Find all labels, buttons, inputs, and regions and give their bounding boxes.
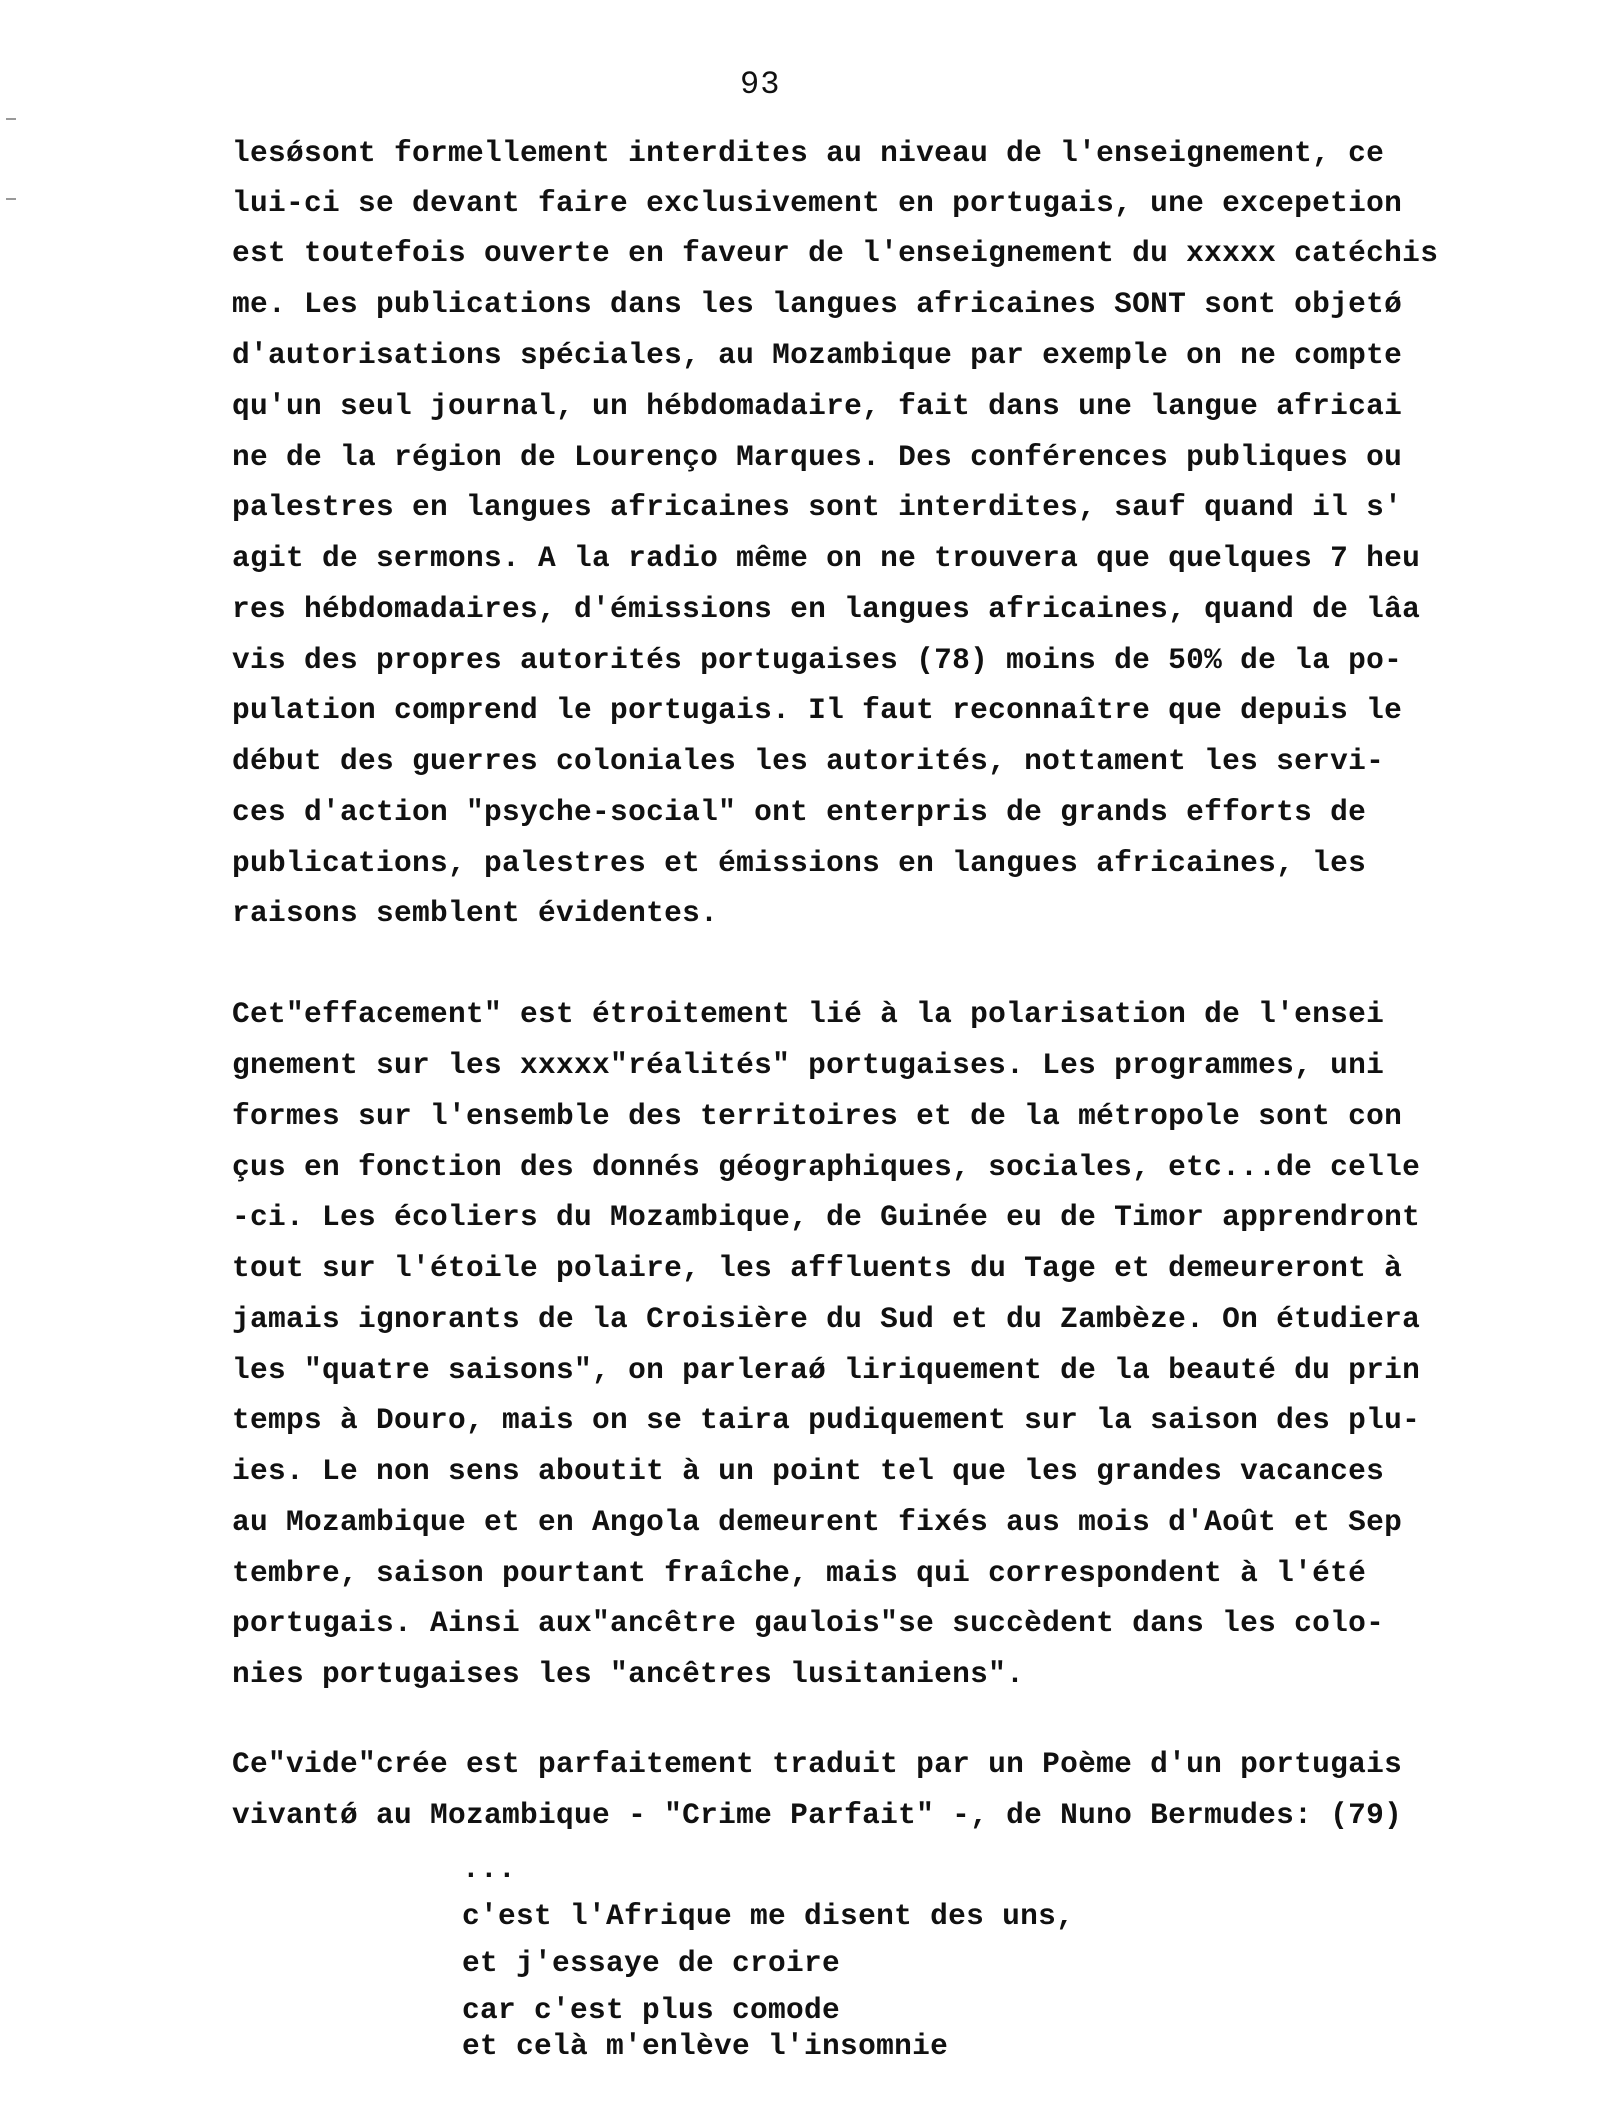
text-line: gnement sur les xxxxx"réalités" portugaises. Les programmes, uni [232, 1048, 1385, 1082]
text-line: nies portugaises les "ancêtres lusitaniens". [232, 1657, 1025, 1691]
text-line: d'autorisations spéciales, au Mozambique par exemple on ne compte [232, 338, 1403, 372]
text-line: au Mozambique et en Angola demeurent fixés aus mois d'Août et Sep [232, 1505, 1403, 1539]
text-line: Ce"vide"crée est parfaitement traduit par un Poème d'un portugais [232, 1747, 1403, 1781]
text-line: agit de sermons. A la radio même on ne trouvera que quelques 7 heu [232, 541, 1421, 575]
page-number: 93 [740, 66, 781, 103]
text-line: temps à Douro, mais on se taira pudiquement sur la saison des plu- [232, 1403, 1421, 1437]
text-line: pulation comprend le portugais. Il faut reconnaître que depuis le [232, 693, 1403, 727]
text-line: portugais. Ainsi aux"ancêtre gaulois"se succèdent dans les colo- [232, 1606, 1385, 1640]
text-line: me. Les publications dans les langues africaines SONT sont objetǿ [232, 287, 1403, 321]
text-line: ces d'action "psyche-social" ont enterpris de grands efforts de [232, 795, 1367, 829]
margin-mark [6, 118, 16, 120]
poem-line: car c'est plus comode [462, 1993, 841, 2027]
margin-mark [6, 198, 16, 200]
poem-line: c'est l'Afrique me disent des uns, [462, 1899, 1075, 1933]
text-line: palestres en langues africaines sont interdites, sauf quand il s' [232, 490, 1403, 524]
text-line: début des guerres coloniales les autorités, nottament les servi- [232, 744, 1385, 778]
text-line: -ci. Les écoliers du Mozambique, de Guinée eu de Timor apprendront [232, 1200, 1421, 1234]
text-line: tout sur l'étoile polaire, les affluents du Tage et demeureront à [232, 1251, 1403, 1285]
text-line: est toutefois ouverte en faveur de l'enseignement du xxxxx catéchis [232, 236, 1439, 270]
poem-line: ... [462, 1852, 517, 1886]
text-line: qu'un seul journal, un hébdomadaire, fait dans une langue africai [232, 389, 1403, 423]
text-line: ne de la région de Lourenço Marques. Des conférences publiques ou [232, 440, 1403, 474]
text-line: çus en fonction des donnés géographiques, sociales, etc...de celle [232, 1150, 1421, 1184]
text-line: ies. Le non sens aboutit à un point tel que les grandes vacances [232, 1454, 1385, 1488]
text-line: raisons semblent évidentes. [232, 896, 719, 930]
text-line: Cet"effacement" est étroitement lié à la polarisation de l'ensei [232, 997, 1385, 1031]
text-line: vis des propres autorités portugaises (78) moins de 50% de la po- [232, 643, 1403, 677]
text-line: tembre, saison pourtant fraîche, mais qui correspondent à l'été [232, 1556, 1367, 1590]
text-line: jamais ignorants de la Croisière du Sud et du Zambèze. On étudiera [232, 1302, 1421, 1336]
text-line: res hébdomadaires, d'émissions en langues africaines, quand de lâa [232, 592, 1421, 626]
text-line: formes sur l'ensemble des territoires et de la métropole sont con [232, 1099, 1403, 1133]
text-line: publications, palestres et émissions en langues africaines, les [232, 846, 1367, 880]
text-line: lesǿsont formellement interdites au niveau de l'enseignement, ce [232, 136, 1385, 170]
text-line: les "quatre saisons", on parleraǿ liriquement de la beauté du prin [232, 1353, 1421, 1387]
poem-line: et celà m'enlève l'insomnie [462, 2029, 949, 2063]
text-line: vivantǿ au Mozambique - "Crime Parfait" -, de Nuno Bermudes: (79) [232, 1798, 1403, 1832]
text-line: lui-ci se devant faire exclusivement en portugais, une excepetion [232, 186, 1403, 220]
poem-line: et j'essaye de croire [462, 1946, 841, 1980]
